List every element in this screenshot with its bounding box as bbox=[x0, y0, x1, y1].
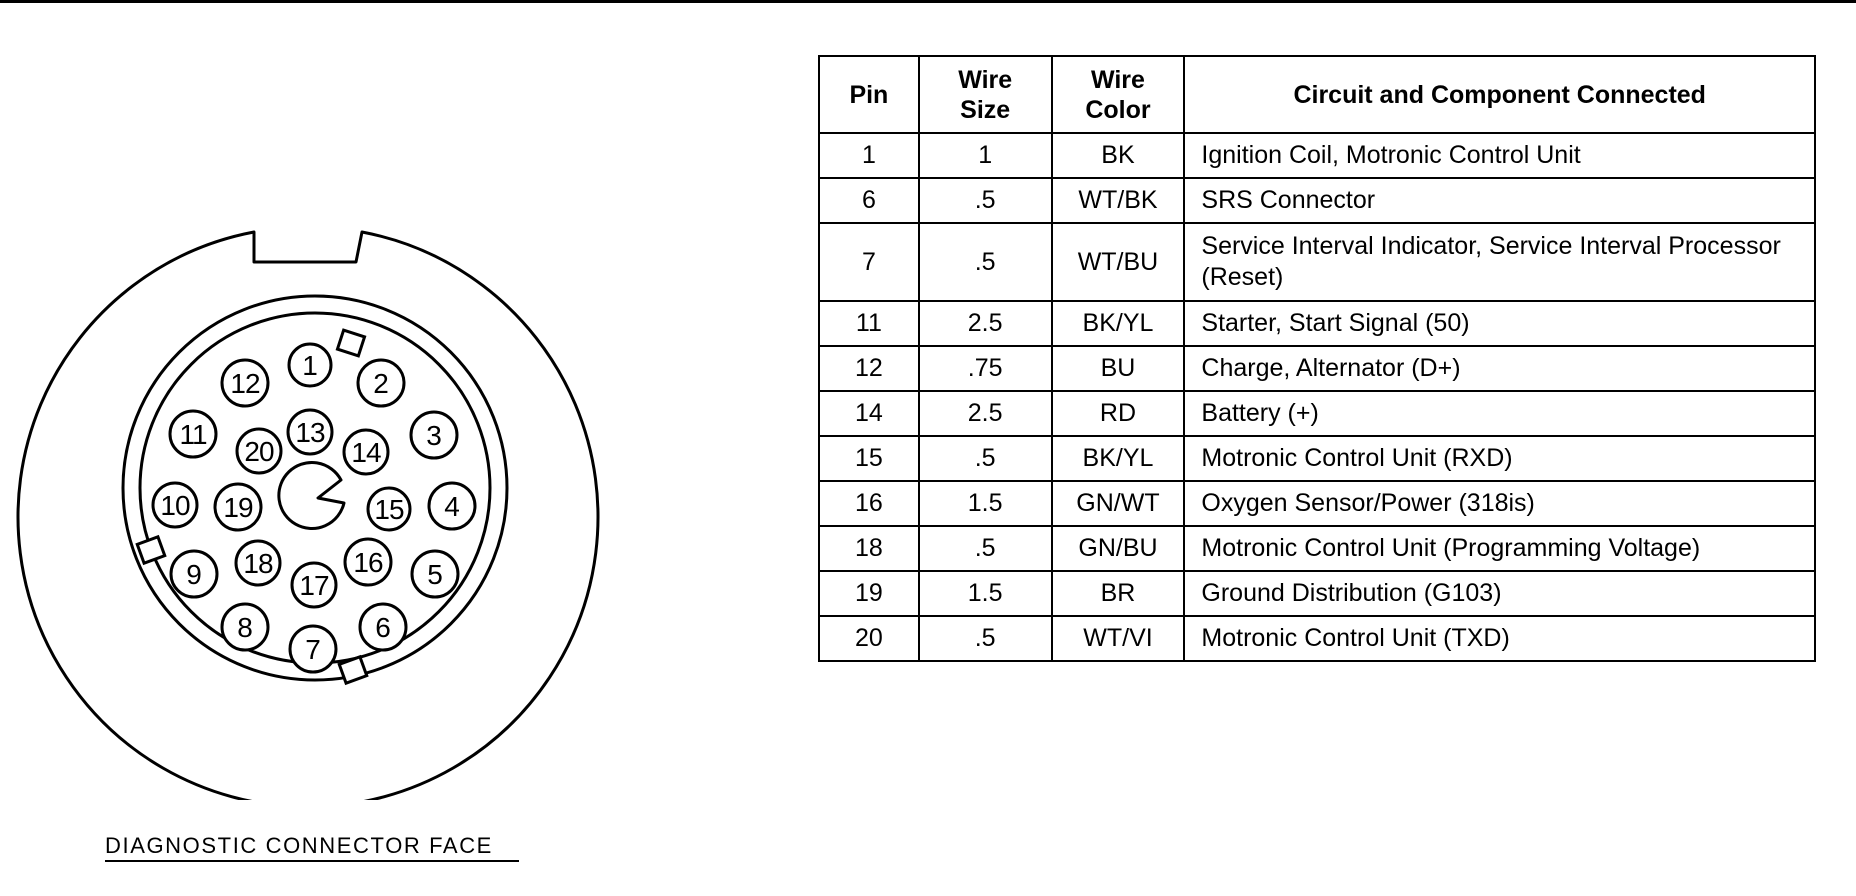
cell-wire-size: 2.5 bbox=[919, 301, 1052, 346]
cell-circuit: SRS Connector bbox=[1184, 178, 1815, 223]
cell-circuit: Oxygen Sensor/Power (318is) bbox=[1184, 481, 1815, 526]
cell-wire-size: .5 bbox=[919, 223, 1052, 301]
cell-wire-color: WT/VI bbox=[1052, 616, 1185, 661]
center-key bbox=[279, 462, 344, 528]
table-row bbox=[819, 526, 1815, 571]
pin-7-label: 7 bbox=[305, 634, 321, 665]
diagnostic-connector-diagram bbox=[0, 0, 800, 800]
pin-9-label: 9 bbox=[186, 559, 202, 590]
table-row bbox=[819, 133, 1815, 178]
pin-table bbox=[818, 55, 1816, 662]
cell-circuit: Motronic Control Unit (TXD) bbox=[1184, 616, 1815, 661]
pin-5-label: 5 bbox=[427, 559, 443, 590]
cell-wire-color: WT/BK bbox=[1052, 178, 1185, 223]
cell-pin: 19 bbox=[819, 571, 919, 616]
pin-1-label: 1 bbox=[302, 350, 318, 381]
cell-wire-size: .5 bbox=[919, 526, 1052, 571]
pin-17-label: 17 bbox=[299, 570, 329, 601]
cell-wire-color: BK/YL bbox=[1052, 436, 1185, 481]
cell-pin: 20 bbox=[819, 616, 919, 661]
header-wire-color bbox=[1052, 56, 1185, 133]
cell-wire-color: GN/BU bbox=[1052, 526, 1185, 571]
pin-15-label: 15 bbox=[374, 494, 404, 525]
cell-pin: 18 bbox=[819, 526, 919, 571]
pin-20-label: 20 bbox=[244, 436, 274, 467]
cell-wire-color: WT/BU bbox=[1052, 223, 1185, 301]
cell-pin: 14 bbox=[819, 391, 919, 436]
cell-pin: 15 bbox=[819, 436, 919, 481]
cell-wire-color: RD bbox=[1052, 391, 1185, 436]
cell-wire-color: BK bbox=[1052, 133, 1185, 178]
header-wire-color-line2: Color bbox=[1085, 95, 1151, 124]
pin-12-label: 12 bbox=[230, 368, 260, 399]
header-pin: Pin bbox=[819, 56, 919, 133]
cell-circuit: Ground Distribution (G103) bbox=[1184, 571, 1815, 616]
cell-wire-color: BR bbox=[1052, 571, 1185, 616]
cell-pin: 6 bbox=[819, 178, 919, 223]
cell-circuit: Starter, Start Signal (50) bbox=[1184, 301, 1815, 346]
cell-pin: 7 bbox=[819, 223, 919, 301]
cell-circuit: Service Interval Indicator, Service Interval Processor (Reset) bbox=[1184, 223, 1815, 301]
table-header-row bbox=[819, 56, 1815, 133]
cell-wire-color: GN/WT bbox=[1052, 481, 1185, 526]
pin-8-label: 8 bbox=[237, 612, 253, 643]
cell-pin: 11 bbox=[819, 301, 919, 346]
header-wire-color-line1: Wire bbox=[1090, 65, 1145, 94]
pin-13-label: 13 bbox=[295, 417, 325, 448]
pin-19-label: 19 bbox=[223, 492, 253, 523]
header-wire-size-line2: Size bbox=[960, 95, 1011, 124]
header-wire-size-line1: Wire bbox=[958, 65, 1013, 94]
header-circuit: Circuit and Component Connected bbox=[1184, 56, 1815, 133]
cell-wire-color: BK/YL bbox=[1052, 301, 1185, 346]
cell-wire-size: 2.5 bbox=[919, 391, 1052, 436]
pin-2-label: 2 bbox=[373, 368, 389, 399]
caption-underline bbox=[105, 860, 519, 862]
table-row bbox=[819, 481, 1815, 526]
cell-wire-size: .5 bbox=[919, 436, 1052, 481]
cell-wire-size: 1.5 bbox=[919, 571, 1052, 616]
pin-6-label: 6 bbox=[375, 612, 391, 643]
diagram-caption: DIAGNOSTIC CONNECTOR FACE bbox=[105, 833, 493, 858]
cell-circuit: Charge, Alternator (D+) bbox=[1184, 346, 1815, 391]
table-row bbox=[819, 178, 1815, 223]
table-row bbox=[819, 223, 1815, 301]
cell-wire-size: .75 bbox=[919, 346, 1052, 391]
table-row bbox=[819, 346, 1815, 391]
cell-pin: 16 bbox=[819, 481, 919, 526]
table-row bbox=[819, 391, 1815, 436]
cell-wire-size: 1.5 bbox=[919, 481, 1052, 526]
pin-16-label: 16 bbox=[353, 547, 383, 578]
cell-wire-color: BU bbox=[1052, 346, 1185, 391]
cell-circuit: Ignition Coil, Motronic Control Unit bbox=[1184, 133, 1815, 178]
cell-wire-size: .5 bbox=[919, 178, 1052, 223]
pin-10-label: 10 bbox=[160, 490, 190, 521]
cell-circuit: Battery (+) bbox=[1184, 391, 1815, 436]
pin-18-label: 18 bbox=[243, 548, 273, 579]
table-row bbox=[819, 436, 1815, 481]
header-wire-size bbox=[919, 56, 1052, 133]
cell-pin: 1 bbox=[819, 133, 919, 178]
table-row bbox=[819, 571, 1815, 616]
alignment-tab bbox=[137, 537, 165, 563]
alignment-tab bbox=[337, 330, 364, 356]
cell-circuit: Motronic Control Unit (RXD) bbox=[1184, 436, 1815, 481]
table-row bbox=[819, 616, 1815, 661]
cell-wire-size: 1 bbox=[919, 133, 1052, 178]
cell-wire-size: .5 bbox=[919, 616, 1052, 661]
pin-3-label: 3 bbox=[426, 420, 442, 451]
cell-pin: 12 bbox=[819, 346, 919, 391]
pin-4-label: 4 bbox=[444, 491, 460, 522]
pin-14-label: 14 bbox=[351, 437, 381, 468]
pin-11-label: 11 bbox=[179, 419, 207, 450]
table-row bbox=[819, 301, 1815, 346]
cell-circuit: Motronic Control Unit (Programming Voltage) bbox=[1184, 526, 1815, 571]
